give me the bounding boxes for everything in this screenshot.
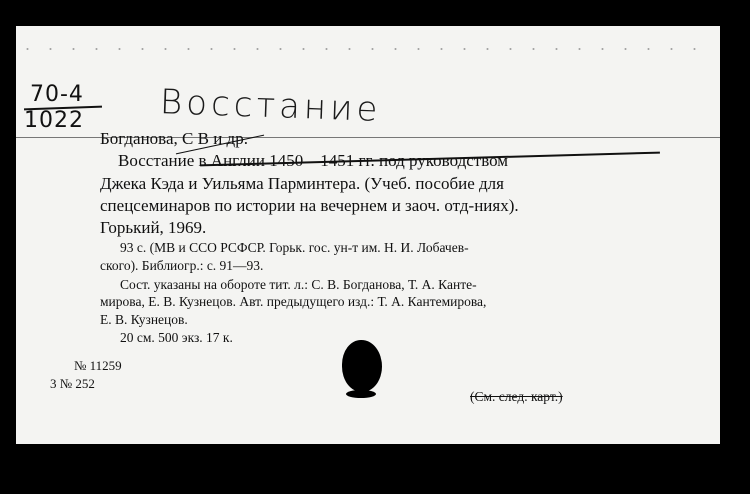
format-line: 20 см. 500 экз. 17 к. xyxy=(120,330,233,345)
note-line-1: Сост. указаны на обороте тит. л.: С. В. Богданова, Т. А. Канте- xyxy=(120,277,477,292)
inventory-number-1: № 11259 xyxy=(74,358,122,373)
description-line-2: ского). Библиогр.: с. 91—93. xyxy=(100,258,264,273)
call-number-bottom: 1022 xyxy=(24,108,84,133)
ink-blot xyxy=(342,340,382,392)
title-line-3: спецсеминаров по истории на вечернем и заоч. отд-ниях). xyxy=(100,196,519,215)
note-line-3: Е. В. Кузнецов. xyxy=(100,312,188,327)
description-line-1: 93 с. (МВ и ССО РСФСР. Горьк. гос. ун-т им. Н. И. Лобачев- xyxy=(120,240,469,255)
card-hole xyxy=(346,390,376,398)
title-line-4: Горький, 1969. xyxy=(100,218,207,237)
call-number-top: 70-4 xyxy=(30,82,84,107)
inventory-number-2: 3 № 252 xyxy=(50,376,95,391)
see-next-card: (См. след. карт.) xyxy=(470,389,563,404)
card-texture xyxy=(16,40,716,60)
subject-heading: Восстание xyxy=(159,82,383,130)
title-line-2: Джека Кэда и Уильяма Парминтера. (Учеб. пособие для xyxy=(100,174,504,193)
note-line-2: мирова, Е. В. Кузнецов. Авт. предыдущего изд.: Т. А. Кантемирова, xyxy=(100,294,487,309)
title-line-1: Восстание в Англии 1450—1451 гг. под руководством xyxy=(118,151,509,170)
author-line: Богданова, С В и др. xyxy=(100,129,248,148)
